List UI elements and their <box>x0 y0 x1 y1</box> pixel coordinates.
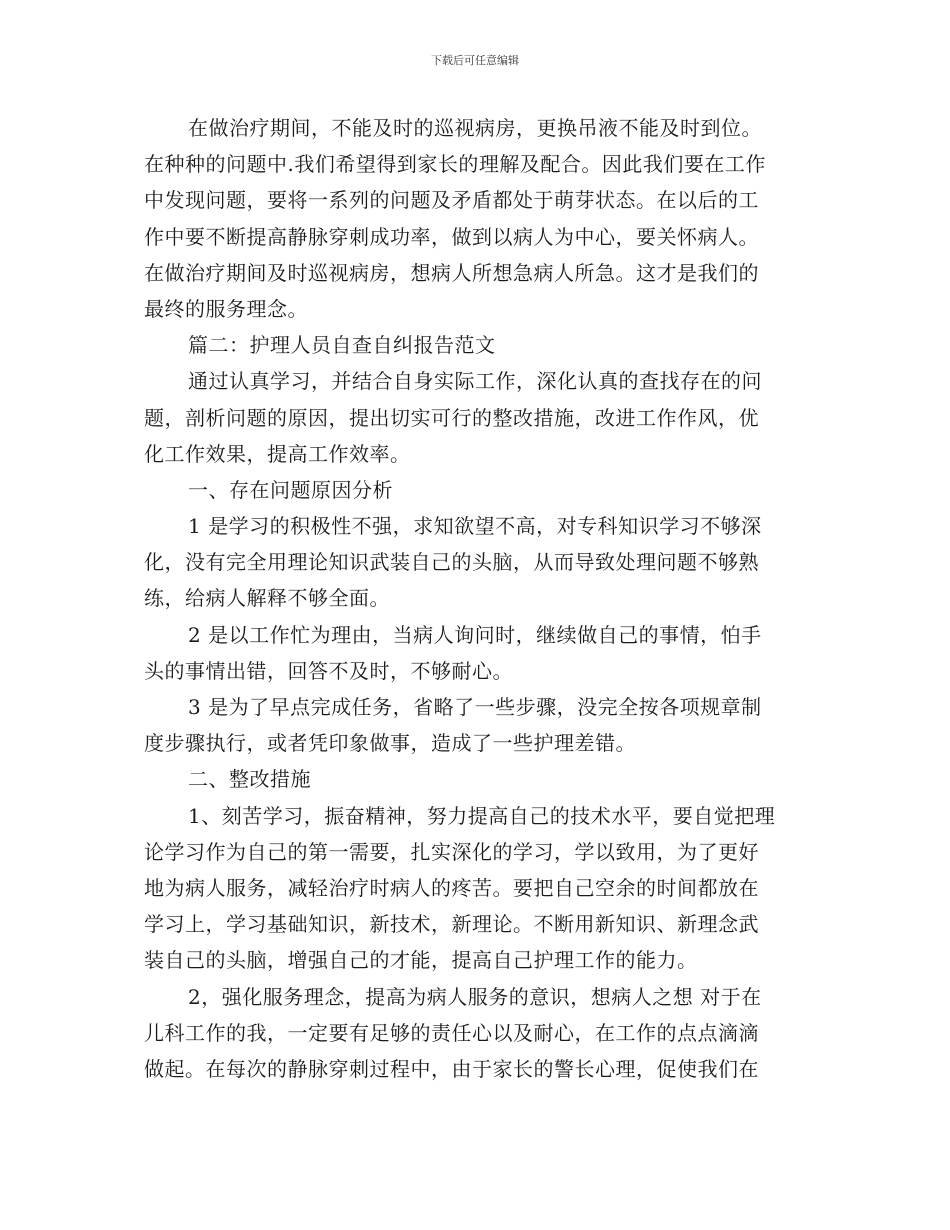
text-line: 二、整改措施 <box>188 767 311 792</box>
document-body <box>144 110 804 1087</box>
text-line: 度步骤执行，或者凭印象做事，造成了一些护理差错。 <box>144 731 636 756</box>
text-line: 学习上，学习基础知识，新技术，新理论。不断用新知识、新理念武 <box>144 912 759 937</box>
text-line: 在种种的问题中.我们希望得到家长的理解及配合。因此我们要在工作 <box>144 152 766 177</box>
text-line: 篇二：护理人员自查自纠报告范文 <box>188 333 496 358</box>
text-line: 论学习作为自己的第一需要，扎实深化的学习，学以致用，为了更好 <box>144 839 759 864</box>
text-line: 在做治疗期间及时巡视病房，想病人所想急病人所急。这才是我们的 <box>144 260 759 285</box>
text-line: 装自己的头脑，增强自己的才能，提高自己护理工作的能力。 <box>144 948 698 973</box>
text-line: 通过认真学习，并结合自身实际工作，深化认真的查找存在的问 <box>188 369 762 394</box>
text-line: 做起。在每次的静脉穿刺过程中，由于家长的警长心理，促使我们在 <box>144 1056 759 1081</box>
text-line: 2，强化服务理念，提高为病人服务的意识，想病人之想 对于在 <box>188 984 762 1009</box>
text-line: 化工作效果，提高工作效率。 <box>144 441 411 466</box>
text-line: 2 是以工作忙为理由，当病人询问时，继续做自己的事情，怕手 <box>188 622 762 647</box>
text-line: 儿科工作的我，一定要有足够的责任心以及耐心，在工作的点点滴滴 <box>144 1020 759 1045</box>
text-line: 一、存在问题原因分析 <box>188 477 393 502</box>
text-line: 化，没有完全用理论知识武装自己的头脑，从而导致处理问题不够熟 <box>144 550 759 575</box>
text-line: 1、刻苦学习，振奋精神，努力提高自己的技术水平，要自觉把理 <box>188 803 776 828</box>
text-line: 作中要不断提高静脉穿刺成功率，做到以病人为中心，要关怀病人。 <box>144 224 759 249</box>
text-line: 在做治疗期间，不能及时的巡视病房，更换吊液不能及时到位。 <box>188 116 762 140</box>
text-line: 3 是为了早点完成任务，省略了一些步骤，没完全按各项规章制 <box>188 695 762 719</box>
text-line: 中发现问题，要将一系列的问题及矛盾都处于萌芽状态。在以后的工 <box>144 188 759 213</box>
text-line: 1 是学习的积极性不强，求知欲望不高，对专科知识学习不够深 <box>188 514 762 539</box>
page-header: 下载后可任意编辑 <box>431 54 519 67</box>
text-line: 最终的服务理念。 <box>144 296 308 321</box>
text-line: 题，剖析问题的原因，提出切实可行的整改措施，改进工作作风，优 <box>144 405 759 430</box>
text-line: 头的事情出错，回答不及时，不够耐心。 <box>144 658 513 683</box>
text-line: 练，给病人解释不够全面。 <box>144 586 390 611</box>
text-line: 地为病人服务，减轻治疗时病人的疼苦。要把自己空余的时间都放在 <box>144 875 759 900</box>
